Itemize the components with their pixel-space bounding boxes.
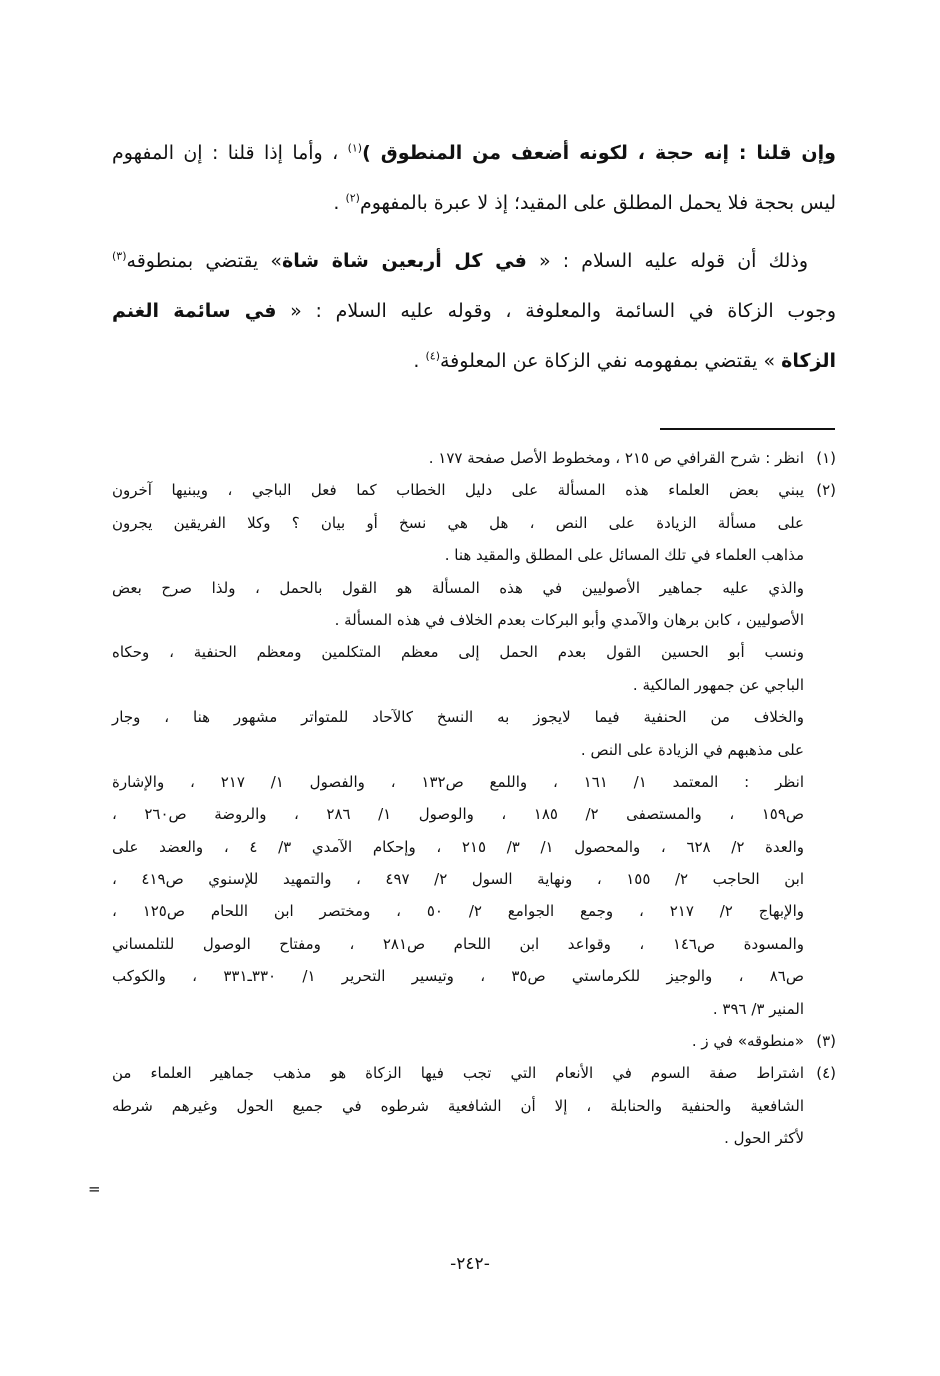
footnote-text: الأصوليين ، كابن برهان والآمدي وأبو البركات بعدم الخلاف في هذه المسألة . bbox=[334, 610, 804, 629]
footnote-separator bbox=[660, 428, 835, 430]
footnote-text: الشافعية والحنفية والحنابلة ، إلا أن الشافعية شرطوه في جميع الحول وغيرهم شرطه bbox=[112, 1096, 804, 1115]
footnote-line bbox=[112, 798, 836, 830]
main-line bbox=[112, 336, 836, 386]
text: وجوب الزكاة في السائمة والمعلوفة ، وقوله عليه السلام : « bbox=[276, 300, 836, 322]
footnote-number: (١) bbox=[816, 449, 836, 467]
footnote-line bbox=[112, 1057, 836, 1089]
main-line bbox=[112, 286, 836, 336]
footnote-line bbox=[112, 1090, 836, 1122]
footnote-line bbox=[112, 636, 836, 668]
footnote-text: يبني بعض العلماء هذه المسألة على دليل الخطاب كما فعل الباجي ، ويبنيها آخرون bbox=[112, 481, 804, 500]
footnote-ref[interactable]: (٣) bbox=[112, 249, 127, 263]
footnote-line bbox=[112, 766, 836, 798]
footnote-text: والإبهاج ٢/ ٢١٧ ، وجمع الجوامع ٢/ ٥٠ ، ومختصر ابن اللحام ص١٢٥ ، bbox=[112, 902, 804, 921]
footnote-line bbox=[112, 928, 836, 960]
footnote-text: والخلاف من الحنفية فيما لايجوز به النسخ كالآحاد للمتواتر مشهور هنا ، وجار bbox=[112, 708, 804, 727]
text: » يقتضي بمنطوقه bbox=[126, 250, 283, 272]
footnote-line bbox=[112, 993, 836, 1025]
footnote-line bbox=[112, 572, 836, 604]
main-line bbox=[112, 178, 836, 228]
footnote-text: ونسب أبو الحسين القول بعدم الحمل إلى معظم المتكلمين ومعظم الحنفية ، وحكاه bbox=[112, 643, 804, 662]
footnote-text: والذي عليه جماهير الأصوليين في هذه المسألة هو القول بالحمل ، ولذا صرح بعض bbox=[112, 578, 804, 597]
page-number: -٢٤٢- bbox=[450, 1254, 490, 1274]
bold-text: وإن قلنا : إنه حجة ، لكونه أضعف من المنطوق ) bbox=[362, 142, 836, 164]
footnotes bbox=[112, 442, 836, 1155]
footnote-ref[interactable]: (١) bbox=[347, 141, 363, 155]
footnote-line bbox=[112, 734, 836, 766]
footnote-text: والمسودة ص١٤٦ ، وقواعد ابن اللحام ص٢٨١ ، ومفتاح الوصول للتلمساني bbox=[112, 934, 804, 953]
footnote-line bbox=[112, 863, 836, 895]
text: وذلك أن قوله عليه السلام : « bbox=[526, 250, 809, 272]
footnote-line bbox=[112, 604, 836, 636]
footnote-text: انظر : المعتمد ١/ ١٦١ ، واللمع ص١٣٢ ، والفصول ١/ ٢١٧ ، والإشارة bbox=[112, 772, 804, 791]
footnote-text: مذاهب العلماء في تلك المسائل على المطلق والمقيد هنا . bbox=[444, 546, 804, 565]
footnote-line bbox=[112, 960, 836, 992]
footnote-text: والعدة ٢/ ٦٢٨ ، والمحصول ١/ ٣/ ٢١٥ ، وإحكام الآمدي ٣/ ٤ ، والعضد على bbox=[112, 837, 805, 856]
footnote-number: (٣) bbox=[816, 1032, 836, 1051]
continuation-mark: = bbox=[88, 1180, 101, 1198]
footnote-text: انظر : شرح القرافي ص ٢١٥ ، ومخطوط الأصل صفحة ١٧٧ . bbox=[428, 449, 804, 467]
hadith-text: في كل أربعين شاة شاة bbox=[282, 250, 527, 272]
footnote-ref[interactable]: (٤) bbox=[425, 349, 440, 363]
main-text bbox=[112, 128, 836, 386]
footnote-number: (٢) bbox=[816, 481, 836, 500]
footnote-line bbox=[112, 669, 836, 701]
text: . bbox=[333, 192, 346, 214]
footnote-line bbox=[112, 1122, 836, 1154]
footnote-text: الباجي عن جمهور المالكية . bbox=[632, 675, 804, 694]
footnote-text: على مسألة الزيادة على النص ، هل هي نسخ أو بيان ؟ وكلا الفريقين يجرون bbox=[112, 513, 804, 532]
hadith-text: الزكاة bbox=[781, 350, 836, 372]
footnote-line bbox=[112, 474, 836, 506]
footnote-line bbox=[112, 895, 836, 927]
main-line bbox=[112, 128, 836, 178]
text: . bbox=[413, 350, 426, 372]
footnote-line bbox=[112, 1025, 836, 1057]
footnote-text: اشتراط صفة السوم في الأنعام التي تجب فيها الزكاة هو مذهب جماهير العلماء من bbox=[112, 1064, 804, 1083]
footnote-text: «منطوقه» في ز . bbox=[691, 1032, 804, 1051]
text: ليس بحجة فلا يحمل المطلق على المقيد؛ إذ لا عبرة بالمفهوم bbox=[359, 192, 836, 214]
footnote-number: (٤) bbox=[816, 1064, 836, 1083]
footnote-ref[interactable]: (٢) bbox=[345, 191, 360, 205]
footnote-line bbox=[112, 701, 836, 733]
footnote-text: ص٨٦ ، والوجيز للكرماستي ص٣٥ ، وتيسير التحرير ١/ ٣٣٠ـ٣٣١ ، والكوكب bbox=[112, 967, 805, 986]
footnote-text: لأكثر الحول . bbox=[724, 1129, 804, 1148]
footnote-text: المنير ٣/ ٣٩٦ . bbox=[712, 999, 804, 1018]
footnote-line bbox=[112, 539, 836, 571]
text: » يقتضي بمفهومه نفي الزكاة عن المعلوفة bbox=[439, 350, 782, 372]
footnote-text: ابن الحاجب ٢/ ١٥٥ ، ونهاية السول ٢/ ٤٩٧ ، والتمهيد للإسنوي ص٤١٩ ، bbox=[112, 870, 804, 889]
footnote-text: ص١٥٩ ، والمستصفى ٢/ ١٨٥ ، والوصول ١/ ٢٨٦ ، والروضة ص٢٦٠ ، bbox=[112, 805, 805, 824]
footnote-text: على مذهبهم في الزيادة على النص . bbox=[580, 740, 804, 759]
text: ، وأما إذا قلنا : إن المفهوم bbox=[112, 142, 348, 164]
footnote-line bbox=[112, 507, 836, 539]
hadith-text: في سائمة الغنم bbox=[112, 300, 277, 322]
footnote-line bbox=[112, 831, 836, 863]
main-line bbox=[112, 236, 836, 286]
footnote-line bbox=[112, 442, 836, 474]
